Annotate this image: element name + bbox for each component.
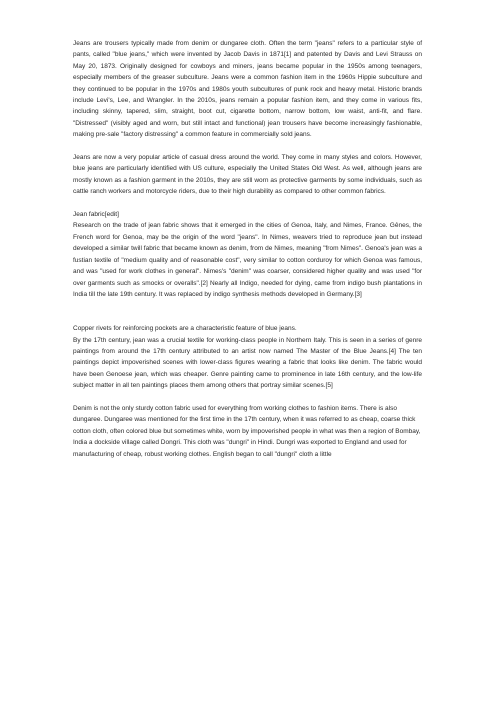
paragraph-17th-century: By the 17th century, jean was a crucial textile for working-class people in Northern Italy. This is seen in a series of genre paintings from around the 17th century attributed to an artist now named The Master of the Blue Jeans.[4] The ten paintings depict impoverished scenes with lower-class figures wearing a fabric that looks like denim. The fabric would have been Genoese jean, which was cheaper. Genre painting came to prominence in late 16th century, and the low-life subject matter in all ten paintings places them among others that portray similar scenes.[5] (73, 336, 422, 390)
paragraph-dungaree: Denim is not the only sturdy cotton fabric used for everything from working clothes to fashion items. There is also dungaree. Dungaree was mentioned for the first time in the 17th century, when it was referred to as cheap, coarse thick cotton cloth, often colored blue but sometimes white, worn by impoverished people in what was then a region of Bombay, India a dockside village called Dongri. This cloth was "dungri" in Hindi. Dungri was exported to England and used for manufacturing of cheap, robust working clothes. English began to call "dungri" cloth a little (73, 404, 421, 458)
paragraph-intro: Jeans are trousers typically made from denim or dungaree cloth. Often the term "jeans" refers to a particular style of pants, called "blue jeans," which were invented by Jacob Davis in 1871[1] and patented by Davis and Levi Strauss on May 20, 1873. Originally designed for cowboys and miners, jeans became popular in the 1950s among teenagers, especially members of the greaser subculture. Jeans were a common fashion item in the 1960s Hippie subculture and they continued to be popular in the 1970s and 1980s youth subcultures of punk rock and heavy metal. Historic brands include Levi's, Lee, and Wrangler. In the 2010s, jeans remain a popular fashion item, and they come in various fits, including skinny, tapered, slim, straight, boot cut, cigarette bottom, narrow bottom, low waist, anti-fit, and flare. "Distressed" (visibly aged and worn, but still intact and functional) jean trousers have become increasingly fashionable, making pre-sale "factory distressing" a common feature in commercially sold jeans. (73, 40, 422, 139)
section-heading-jean-fabric: Jean fabric[edit] (73, 211, 119, 219)
paragraph-popularity: Jeans are now a very popular article of casual dress around the world. They come in many styles and colors. However, blue jeans are particularly identified with US culture, especially the United States Old West. As well, although jeans are mostly known as a fashion garment in the 2010s, they are still worn as protective garments by some individuals, such as cattle ranch workers and motorcycle riders, due to their high durability as compared to other common fabrics. (73, 154, 422, 196)
paragraph-jean-fabric-origin: Research on the trade of jean fabric shows that it emerged in the cities of Genoa, Italy, and Nimes, France. Gênes, the French word for Genoa, may be the origin of the word "jeans". In Nimes, weavers tried to reproduce jean but instead developed a similar twill fabric that became known as denim, from de Nimes, meaning "from Nimes". Genoa's jean was a fustian textile of "medium quality and of reasonable cost", very similar to cotton corduroy for which Genoa was famous, and was "used for work clothes in general". Nimes's "denim" was coarser, considered higher quality and was used "for over garments such as smocks or overalls".[2] Nearly all Indigo, needed for dying, came from indigo bush plantations in India till the late 19th century. It was replaced by indigo synthesis methods developed in Germany.[3] (73, 222, 422, 298)
image-caption-copper-rivets: Copper rivets for reinforcing pockets are a characteristic feature of blue jeans. (73, 325, 297, 333)
document-page (73, 38, 422, 460)
